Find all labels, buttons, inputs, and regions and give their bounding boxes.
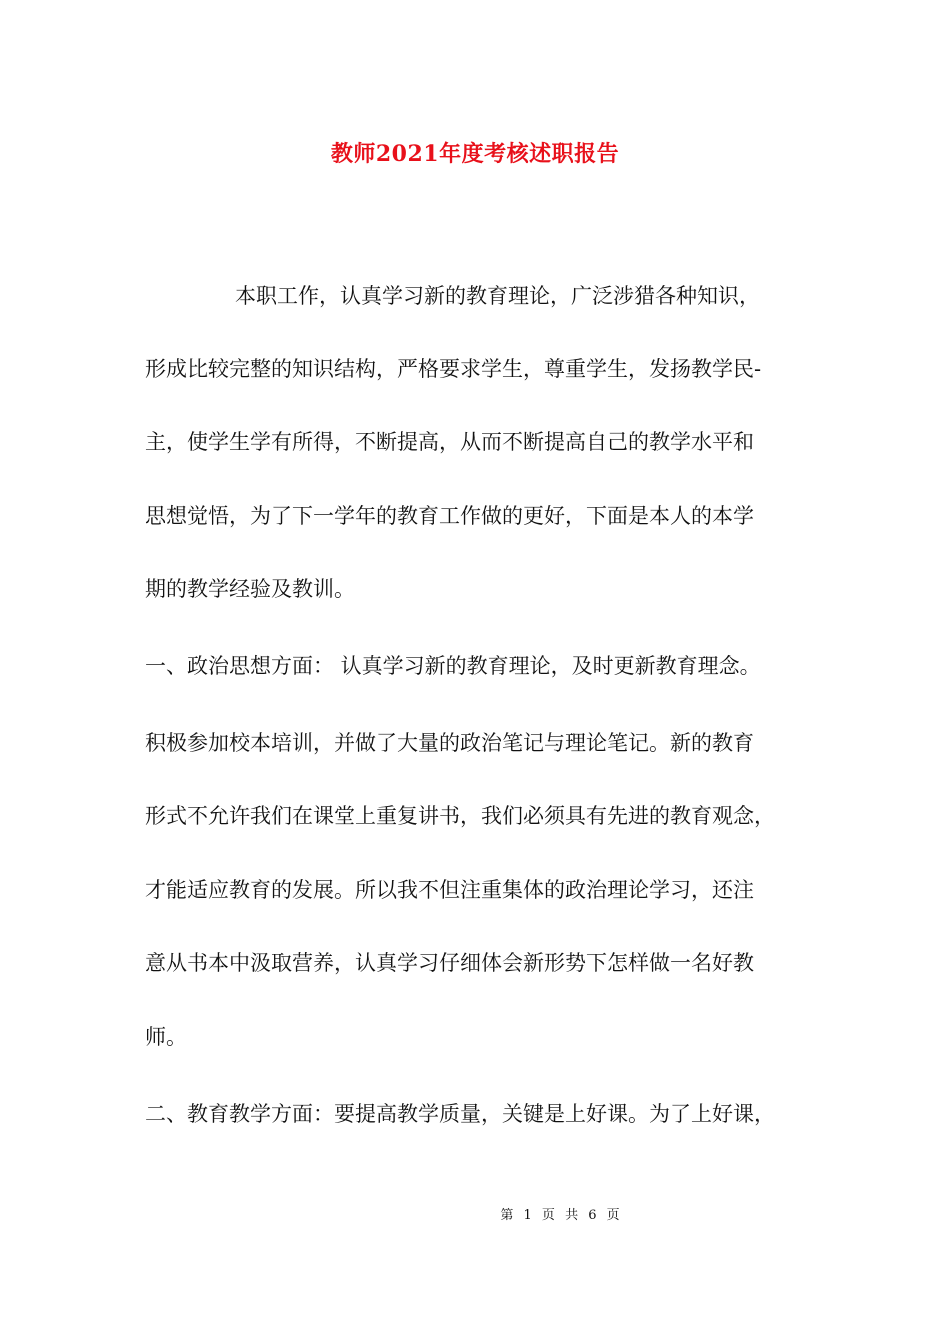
- paragraph-line: 形成比较完整的知识结构，严格要求学生，尊重学生，发扬教学民-: [145, 357, 762, 381]
- paragraph-line: 期的教学经验及教训。: [145, 577, 355, 601]
- paragraph-line: 思想觉悟，为了下一学年的教育工作做的更好，下面是本人的本学: [145, 504, 754, 528]
- paragraph-line: 形式不允许我们在课堂上重复讲书，我们必须具有先进的教育观念，: [145, 804, 775, 828]
- page-number-footer: [0, 1207, 950, 1225]
- document-title: 教师2021年度考核述职报告: [330, 141, 620, 167]
- paragraph-line: 才能适应教育的发展。所以我不但注重集体的政治理论学习，还注: [145, 878, 754, 902]
- footer-total-label: 共: [565, 1208, 579, 1223]
- total-pages-number: 6: [588, 1208, 597, 1223]
- paragraph-line: 一、政治思想方面： 认真学习新的教育理论，及时更新教育理念。: [145, 654, 761, 678]
- paragraph-line: 主，使学生学有所得，不断提高，从而不断提高自己的教学水平和: [145, 430, 754, 454]
- footer-page-label: 页: [541, 1208, 555, 1223]
- footer-suffix: 页: [606, 1208, 620, 1223]
- footer-prefix: 第: [500, 1208, 514, 1223]
- paragraph-line: 师。: [145, 1025, 187, 1049]
- paragraph-line: 本职工作，认真学习新的教育理论，广泛涉猎各种知识，: [235, 284, 760, 308]
- current-page-number: 1: [523, 1208, 532, 1223]
- paragraph-line: 二、教育教学方面：要提高教学质量，关键是上好课。为了上好课，: [145, 1102, 775, 1126]
- paragraph-line: 意从书本中汲取营养，认真学习仔细体会新形势下怎样做一名好教: [145, 951, 754, 975]
- paragraph-line: 积极参加校本培训，并做了大量的政治笔记与理论笔记。新的教育: [145, 731, 754, 755]
